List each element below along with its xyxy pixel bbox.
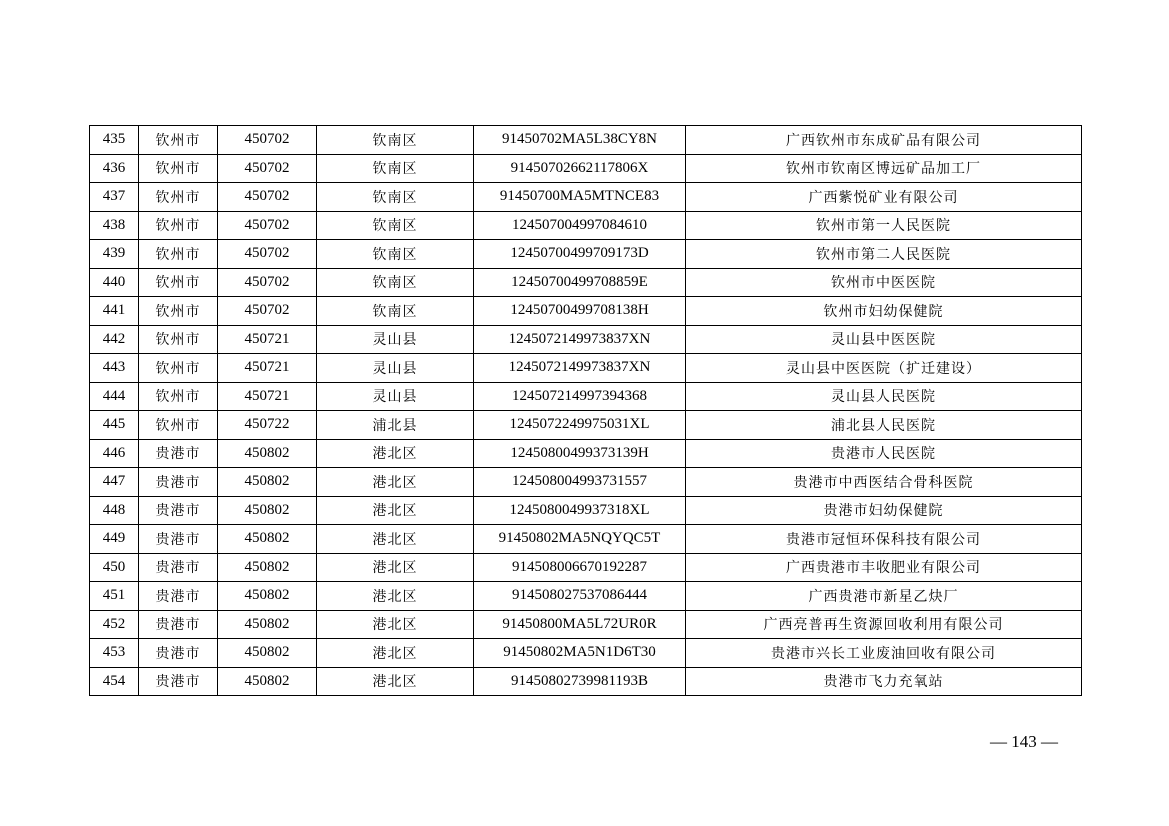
table-row bbox=[90, 496, 1082, 525]
credit-code-cell: 1245072149973837XN bbox=[474, 354, 686, 383]
city-cell: 贵港市 bbox=[139, 553, 218, 582]
region-code-cell: 450702 bbox=[218, 183, 317, 212]
city-cell: 贵港市 bbox=[139, 582, 218, 611]
table-row bbox=[90, 354, 1082, 383]
region-code-cell: 450802 bbox=[218, 439, 317, 468]
row-index-cell: 444 bbox=[90, 382, 139, 411]
organization-name-cell: 贵港市中西医结合骨科医院 bbox=[686, 468, 1082, 497]
table-row bbox=[90, 667, 1082, 696]
organization-name-cell: 广西亮普再生资源回收利用有限公司 bbox=[686, 610, 1082, 639]
row-index-cell: 450 bbox=[90, 553, 139, 582]
region-code-cell: 450722 bbox=[218, 411, 317, 440]
row-index-cell: 452 bbox=[90, 610, 139, 639]
district-cell: 浦北县 bbox=[317, 411, 474, 440]
enterprise-table bbox=[89, 125, 1082, 696]
credit-code-cell: 914508006670192287 bbox=[474, 553, 686, 582]
row-index-cell: 446 bbox=[90, 439, 139, 468]
page-number: — 143 — bbox=[990, 732, 1058, 751]
table-row bbox=[90, 126, 1082, 155]
organization-name-cell: 钦州市第二人民医院 bbox=[686, 240, 1082, 269]
city-cell: 贵港市 bbox=[139, 525, 218, 554]
organization-name-cell: 广西贵港市新星乙炔厂 bbox=[686, 582, 1082, 611]
district-cell: 港北区 bbox=[317, 525, 474, 554]
table-row bbox=[90, 154, 1082, 183]
row-index-cell: 438 bbox=[90, 211, 139, 240]
city-cell: 贵港市 bbox=[139, 439, 218, 468]
city-cell: 钦州市 bbox=[139, 183, 218, 212]
row-index-cell: 440 bbox=[90, 268, 139, 297]
city-cell: 钦州市 bbox=[139, 240, 218, 269]
row-index-cell: 436 bbox=[90, 154, 139, 183]
region-code-cell: 450702 bbox=[218, 126, 317, 155]
table-row bbox=[90, 240, 1082, 269]
organization-name-cell: 浦北县人民医院 bbox=[686, 411, 1082, 440]
district-cell: 港北区 bbox=[317, 496, 474, 525]
organization-name-cell: 贵港市冠恒环保科技有限公司 bbox=[686, 525, 1082, 554]
district-cell: 灵山县 bbox=[317, 354, 474, 383]
row-index-cell: 435 bbox=[90, 126, 139, 155]
region-code-cell: 450802 bbox=[218, 525, 317, 554]
city-cell: 钦州市 bbox=[139, 154, 218, 183]
region-code-cell: 450802 bbox=[218, 582, 317, 611]
district-cell: 钦南区 bbox=[317, 183, 474, 212]
region-code-cell: 450702 bbox=[218, 211, 317, 240]
city-cell: 钦州市 bbox=[139, 211, 218, 240]
organization-name-cell: 广西钦州市东成矿品有限公司 bbox=[686, 126, 1082, 155]
organization-name-cell: 钦州市妇幼保健院 bbox=[686, 297, 1082, 326]
organization-name-cell: 贵港市飞力充氧站 bbox=[686, 667, 1082, 696]
district-cell: 港北区 bbox=[317, 553, 474, 582]
credit-code-cell: 12450700499708859E bbox=[474, 268, 686, 297]
credit-code-cell: 124508004993731557 bbox=[474, 468, 686, 497]
row-index-cell: 441 bbox=[90, 297, 139, 326]
district-cell: 港北区 bbox=[317, 439, 474, 468]
city-cell: 贵港市 bbox=[139, 610, 218, 639]
row-index-cell: 453 bbox=[90, 639, 139, 668]
table-row bbox=[90, 439, 1082, 468]
row-index-cell: 449 bbox=[90, 525, 139, 554]
city-cell: 贵港市 bbox=[139, 496, 218, 525]
region-code-cell: 450702 bbox=[218, 154, 317, 183]
row-index-cell: 443 bbox=[90, 354, 139, 383]
credit-code-cell: 91450802739981193B bbox=[474, 667, 686, 696]
credit-code-cell: 914508027537086444 bbox=[474, 582, 686, 611]
organization-name-cell: 钦州市钦南区博远矿品加工厂 bbox=[686, 154, 1082, 183]
row-index-cell: 448 bbox=[90, 496, 139, 525]
city-cell: 钦州市 bbox=[139, 325, 218, 354]
credit-code-cell: 12450800499373139H bbox=[474, 439, 686, 468]
region-code-cell: 450702 bbox=[218, 268, 317, 297]
row-index-cell: 447 bbox=[90, 468, 139, 497]
region-code-cell: 450802 bbox=[218, 496, 317, 525]
table-row bbox=[90, 183, 1082, 212]
organization-name-cell: 钦州市第一人民医院 bbox=[686, 211, 1082, 240]
city-cell: 钦州市 bbox=[139, 268, 218, 297]
region-code-cell: 450802 bbox=[218, 553, 317, 582]
credit-code-cell: 91450702MA5L38CY8N bbox=[474, 126, 686, 155]
row-index-cell: 442 bbox=[90, 325, 139, 354]
district-cell: 港北区 bbox=[317, 468, 474, 497]
credit-code-cell: 12450700499708138H bbox=[474, 297, 686, 326]
credit-code-cell: 12450700499709173D bbox=[474, 240, 686, 269]
credit-code-cell: 91450800MA5L72UR0R bbox=[474, 610, 686, 639]
region-code-cell: 450802 bbox=[218, 468, 317, 497]
district-cell: 灵山县 bbox=[317, 382, 474, 411]
city-cell: 钦州市 bbox=[139, 297, 218, 326]
district-cell: 钦南区 bbox=[317, 211, 474, 240]
district-cell: 港北区 bbox=[317, 639, 474, 668]
table-row bbox=[90, 525, 1082, 554]
district-cell: 灵山县 bbox=[317, 325, 474, 354]
table-row bbox=[90, 268, 1082, 297]
organization-name-cell: 广西贵港市丰收肥业有限公司 bbox=[686, 553, 1082, 582]
credit-code-cell: 124507214997394368 bbox=[474, 382, 686, 411]
region-code-cell: 450702 bbox=[218, 297, 317, 326]
region-code-cell: 450802 bbox=[218, 610, 317, 639]
region-code-cell: 450802 bbox=[218, 667, 317, 696]
region-code-cell: 450721 bbox=[218, 382, 317, 411]
table-row bbox=[90, 468, 1082, 497]
district-cell: 钦南区 bbox=[317, 297, 474, 326]
credit-code-cell: 91450802MA5N1D6T30 bbox=[474, 639, 686, 668]
table-row bbox=[90, 325, 1082, 354]
credit-code-cell: 1245072149973837XN bbox=[474, 325, 686, 354]
table-body bbox=[90, 126, 1082, 696]
district-cell: 港北区 bbox=[317, 610, 474, 639]
region-code-cell: 450702 bbox=[218, 240, 317, 269]
table-row bbox=[90, 582, 1082, 611]
organization-name-cell: 贵港市人民医院 bbox=[686, 439, 1082, 468]
region-code-cell: 450721 bbox=[218, 354, 317, 383]
row-index-cell: 445 bbox=[90, 411, 139, 440]
city-cell: 钦州市 bbox=[139, 354, 218, 383]
organization-name-cell: 钦州市中医医院 bbox=[686, 268, 1082, 297]
city-cell: 贵港市 bbox=[139, 667, 218, 696]
region-code-cell: 450802 bbox=[218, 639, 317, 668]
organization-name-cell: 广西紫悦矿业有限公司 bbox=[686, 183, 1082, 212]
city-cell: 贵港市 bbox=[139, 639, 218, 668]
district-cell: 钦南区 bbox=[317, 154, 474, 183]
region-code-cell: 450721 bbox=[218, 325, 317, 354]
organization-name-cell: 灵山县中医医院（扩迁建设） bbox=[686, 354, 1082, 383]
credit-code-cell: 91450802MA5NQYQC5T bbox=[474, 525, 686, 554]
table-row bbox=[90, 211, 1082, 240]
row-index-cell: 437 bbox=[90, 183, 139, 212]
district-cell: 港北区 bbox=[317, 582, 474, 611]
row-index-cell: 454 bbox=[90, 667, 139, 696]
city-cell: 钦州市 bbox=[139, 411, 218, 440]
organization-name-cell: 灵山县中医医院 bbox=[686, 325, 1082, 354]
row-index-cell: 439 bbox=[90, 240, 139, 269]
table-row bbox=[90, 411, 1082, 440]
credit-code-cell: 1245072249975031XL bbox=[474, 411, 686, 440]
credit-code-cell: 1245080049937318XL bbox=[474, 496, 686, 525]
table-row bbox=[90, 610, 1082, 639]
table-row bbox=[90, 382, 1082, 411]
district-cell: 钦南区 bbox=[317, 126, 474, 155]
credit-code-cell: 91450700MA5MTNCE83 bbox=[474, 183, 686, 212]
row-index-cell: 451 bbox=[90, 582, 139, 611]
district-cell: 钦南区 bbox=[317, 268, 474, 297]
table-row bbox=[90, 297, 1082, 326]
city-cell: 钦州市 bbox=[139, 126, 218, 155]
organization-name-cell: 贵港市兴长工业废油回收有限公司 bbox=[686, 639, 1082, 668]
district-cell: 港北区 bbox=[317, 667, 474, 696]
organization-name-cell: 贵港市妇幼保健院 bbox=[686, 496, 1082, 525]
table-row bbox=[90, 553, 1082, 582]
credit-code-cell: 91450702662117806X bbox=[474, 154, 686, 183]
organization-name-cell: 灵山县人民医院 bbox=[686, 382, 1082, 411]
credit-code-cell: 124507004997084610 bbox=[474, 211, 686, 240]
district-cell: 钦南区 bbox=[317, 240, 474, 269]
table-row bbox=[90, 639, 1082, 668]
city-cell: 贵港市 bbox=[139, 468, 218, 497]
city-cell: 钦州市 bbox=[139, 382, 218, 411]
